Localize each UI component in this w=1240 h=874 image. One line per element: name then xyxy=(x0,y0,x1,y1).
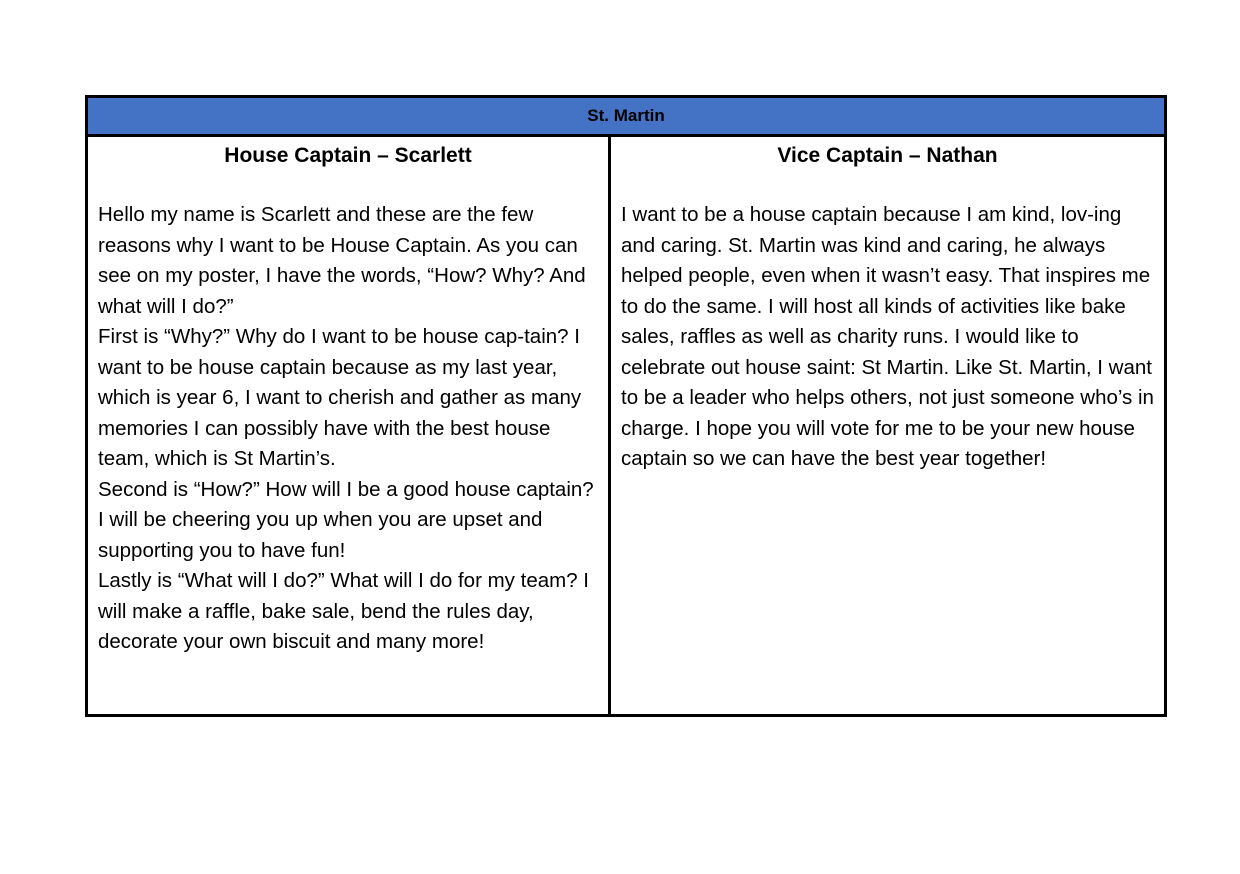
statement-paragraph: First is “Why?” Why do I want to be house cap-tain? I want to be house captain because as my last year, which is year 6, I want to cherish and gather as many memories I can possibly have with the best house team, which is St Martin’s. xyxy=(98,325,582,470)
statement-paragraph: Lastly is “What will I do?” What will I do for my team? I will make a raffle, bake sale, bend the rules day, decorate your own biscuit and many more! xyxy=(98,569,589,653)
house-captain-column xyxy=(88,137,611,714)
house-banner xyxy=(88,98,1164,137)
vice-captain-heading: Vice Captain – Nathan xyxy=(777,144,998,167)
house-captain-statement xyxy=(98,200,598,658)
house-captain-heading: House Captain – Scarlett xyxy=(224,144,472,167)
vice-captain-statement xyxy=(621,200,1154,475)
house-title: St. Martin xyxy=(587,106,665,125)
captain-table xyxy=(85,95,1167,717)
captain-columns xyxy=(88,137,1164,714)
statement-paragraph: Second is “How?” How will I be a good house captain? I will be cheering you up when you are upset and supporting you to have fun! xyxy=(98,477,594,562)
vice-captain-column xyxy=(611,137,1164,714)
statement-paragraph: Hello my name is Scarlett and these are the few reasons why I want to be House Captain. As you can see on my poster, I have the words, “How? Why? And what will I do?” xyxy=(98,203,586,318)
statement-paragraph: I want to be a house captain because I am kind, lov-ing and caring. St. Martin was kind and caring, he always helped people, even when it wasn’t easy. That inspires me to do the same. I will host all kinds of activities like bake sales, raffles as well as charity runs. I would like to celebrate out house saint: St Martin. Like St. Martin, I want to be a leader who helps others, not just someone who’s in charge. I hope you will vote for me to be your new house captain so we can have the best year together! xyxy=(621,203,1154,470)
